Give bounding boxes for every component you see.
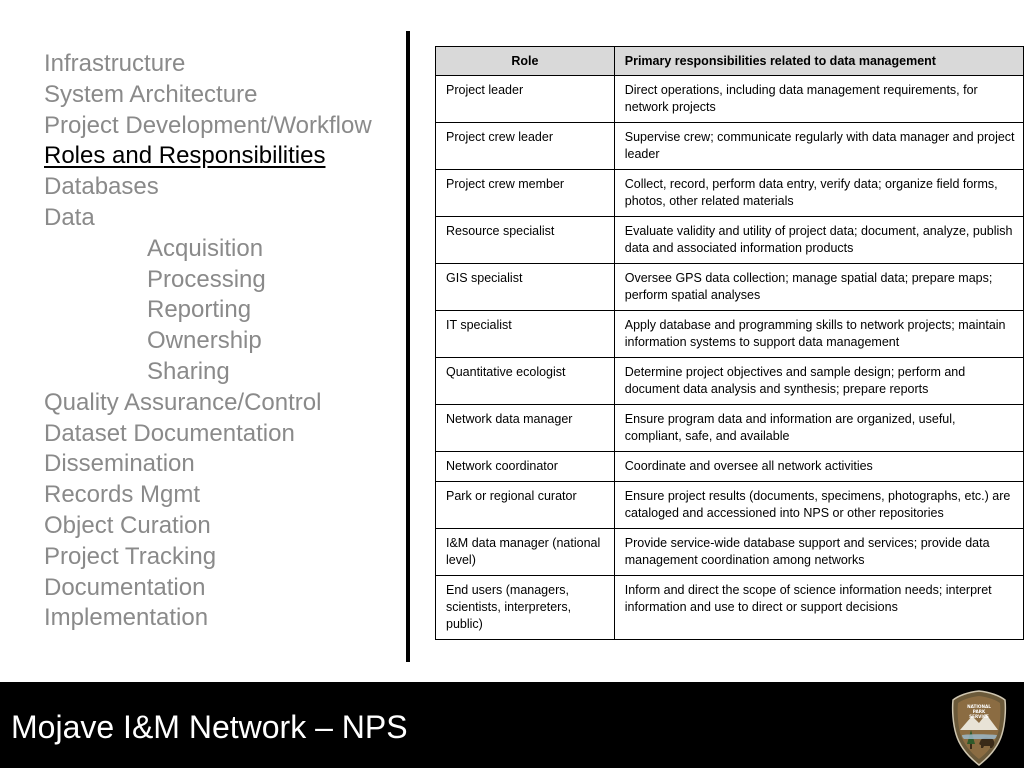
role-cell: I&M data manager (national level) [436,529,615,576]
table-row [436,264,1024,311]
responsibility-cell: Ensure program data and information are organized, useful, compliant, safe, and available [614,405,1023,452]
nav-subitem-acquisition[interactable]: Acquisition [147,234,264,262]
footer-bar [0,682,1024,768]
nav-subitem-reporting[interactable]: Reporting [147,296,252,324]
role-cell: End users (managers, scientists, interpreters, public) [436,576,615,640]
nav-item-quality-assurance-control[interactable]: Quality Assurance/Control [44,388,322,416]
nav-item-documentation[interactable]: Documentation [44,573,206,601]
responsibility-cell: Coordinate and oversee all network activities [614,452,1023,482]
nps-arrowhead-logo-icon [950,690,1008,766]
column-header-responsibilities: Primary responsibilities related to data management [614,47,1023,76]
responsibility-cell: Direct operations, including data management requirements, for network projects [614,76,1023,123]
nav-subitem-sharing[interactable]: Sharing [147,357,230,385]
vertical-divider [406,31,410,662]
role-cell: Project leader [436,76,615,123]
roles-responsibilities-table [435,46,1024,640]
role-cell: Project crew leader [436,123,615,170]
nav-item-dataset-documentation[interactable]: Dataset Documentation [44,419,295,447]
table-row [436,217,1024,264]
column-header-role: Role [436,47,615,76]
table-row [436,452,1024,482]
footer-title: Mojave I&M Network – NPS [11,709,408,745]
responsibility-cell: Evaluate validity and utility of project data; document, analyze, publish data and associated information products [614,217,1023,264]
nav-item-records-mgmt[interactable]: Records Mgmt [44,481,201,509]
nav-item-data[interactable]: Data [44,203,95,231]
role-cell: Network coordinator [436,452,615,482]
table-row [436,576,1024,640]
nav-item-dissemination[interactable]: Dissemination [44,450,195,478]
responsibility-cell: Oversee GPS data collection; manage spatial data; prepare maps; perform spatial analyses [614,264,1023,311]
svg-text:PARK: PARK [972,709,986,714]
table-header-row [436,47,1024,76]
nav-item-project-development-workflow[interactable]: Project Development/Workflow [44,111,372,139]
role-cell: GIS specialist [436,264,615,311]
table-row [436,358,1024,405]
nav-item-infrastructure[interactable]: Infrastructure [44,50,186,77]
nav-item-roles-and-responsibilities[interactable]: Roles and Responsibilities [44,142,326,170]
role-cell: Project crew member [436,170,615,217]
table-row [436,405,1024,452]
role-cell: Quantitative ecologist [436,358,615,405]
nav-item-object-curation[interactable]: Object Curation [44,511,211,539]
responsibility-cell: Apply database and programming skills to network projects; maintain information systems to support data management [614,311,1023,358]
responsibility-cell: Collect, record, perform data entry, verify data; organize field forms, photos, other related materials [614,170,1023,217]
table-row [436,170,1024,217]
responsibility-cell: Inform and direct the scope of science information needs; interpret information and use to direct or support decisions [614,576,1023,640]
responsibility-cell: Ensure project results (documents, specimens, photographs, etc.) are cataloged and accessioned into NPS or other repositories [614,482,1023,529]
table-row [436,311,1024,358]
role-cell: IT specialist [436,311,615,358]
nav-item-system-architecture[interactable]: System Architecture [44,80,258,108]
role-cell: Network data manager [436,405,615,452]
nav-subitem-ownership[interactable]: Ownership [147,327,262,355]
nav-item-project-tracking[interactable]: Project Tracking [44,542,217,570]
svg-text:NATIONAL: NATIONAL [967,704,991,709]
table-row [436,123,1024,170]
role-cell: Park or regional curator [436,482,615,529]
responsibility-cell: Supervise crew; communicate regularly with data manager and project leader [614,123,1023,170]
table-row [436,76,1024,123]
svg-text:SERVICE: SERVICE [969,714,989,719]
nav-item-implementation[interactable]: Implementation [44,604,209,632]
nav-item-databases[interactable]: Databases [44,173,159,201]
responsibility-cell: Determine project objectives and sample design; perform and document data analysis and synthesis; prepare reports [614,358,1023,405]
table-row [436,529,1024,576]
role-cell: Resource specialist [436,217,615,264]
nav-subitem-processing[interactable]: Processing [147,265,266,293]
responsibility-cell: Provide service-wide database support and services; provide data management coordination among networks [614,529,1023,576]
section-outline [44,49,404,634]
table-row [436,482,1024,529]
